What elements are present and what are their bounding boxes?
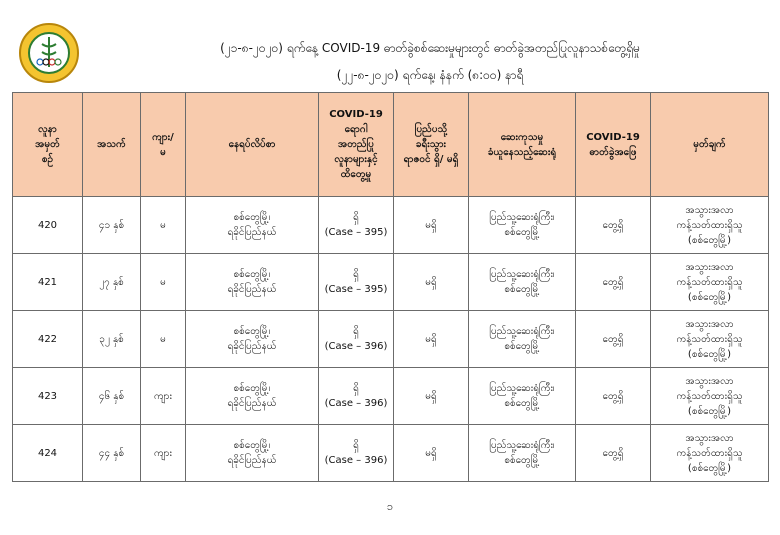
- remark-cell-line: ကန့်သတ်ထားရှိသူ: [676, 390, 743, 402]
- column-header-line: ဆေးကုသမှု: [500, 131, 544, 143]
- column-header-line: လူနာများနှင့်: [334, 154, 378, 165]
- contact-cell: [319, 425, 394, 482]
- test-result-cell: တွေ့ရှိ: [576, 425, 651, 482]
- table-row: [13, 197, 769, 254]
- remark-cell-line: (စစ်တွေမြို့): [687, 348, 732, 360]
- hospital-cell: [469, 311, 576, 368]
- column-header-line: မှတ်ချက်: [693, 139, 726, 150]
- hospital-cell: [469, 368, 576, 425]
- column-header: [141, 93, 186, 197]
- address-cell: [186, 368, 319, 425]
- address-cell-line: စစ်တွေမြို့၊: [233, 269, 271, 280]
- contact-cell-line: (Case – 395): [324, 284, 388, 295]
- hospital-cell-line: ပြည်သူ့ဆေးရုံကြီး၊: [489, 269, 555, 280]
- hospital-cell: [469, 425, 576, 482]
- age-cell: ၃၂ နှစ်: [83, 311, 141, 368]
- column-header-line: အသက်: [97, 139, 126, 150]
- contact-cell-line: (Case – 396): [324, 398, 388, 409]
- remark-cell-line: ကန့်သတ်ထားရှိသူ: [676, 219, 743, 231]
- column-header: [394, 93, 469, 197]
- address-cell: [186, 254, 319, 311]
- case-number-cell: 421: [13, 254, 83, 311]
- sex-cell: မ: [141, 254, 186, 311]
- contact-cell-line: ရှိ: [353, 212, 359, 223]
- contact-cell-line: (Case – 396): [324, 455, 388, 466]
- remark-cell: [651, 368, 769, 425]
- column-header-line: ရောဂါ: [344, 124, 368, 135]
- travel-history-cell: မရှိ: [394, 368, 469, 425]
- contact-cell-line: (Case – 395): [324, 227, 388, 238]
- case-number-cell: 420: [13, 197, 83, 254]
- hospital-cell-line: စစ်တွေမြို့: [504, 455, 540, 466]
- contact-cell-line: ရှိ: [353, 383, 359, 394]
- table-row: [13, 254, 769, 311]
- column-header-line: စဉ်: [41, 154, 54, 165]
- address-cell-line: စစ်တွေမြို့၊: [233, 326, 271, 337]
- case-number-cell: 422: [13, 311, 83, 368]
- address-cell-line: ရခိုင်ပြည်နယ်: [227, 398, 277, 409]
- table-row: [13, 368, 769, 425]
- contact-cell-line: ရှိ: [353, 440, 359, 451]
- column-header-line: COVID-19: [586, 131, 640, 143]
- travel-history-cell: မရှိ: [394, 425, 469, 482]
- contact-cell: [319, 197, 394, 254]
- table-row: [13, 311, 769, 368]
- remark-cell: [651, 197, 769, 254]
- hospital-cell-line: ပြည်သူ့ဆေးရုံကြီး၊: [489, 383, 555, 394]
- column-header-line: လူနာ: [38, 124, 57, 135]
- hospital-cell-line: စစ်တွေမြို့: [504, 341, 540, 352]
- column-header-line: မ: [160, 146, 166, 158]
- sex-cell: မ: [141, 197, 186, 254]
- test-result-cell: တွေ့ရှိ: [576, 254, 651, 311]
- remark-cell: [651, 425, 769, 482]
- column-header-line: အမှတ်: [35, 139, 60, 150]
- contact-cell: [319, 311, 394, 368]
- hospital-cell-line: ပြည်သူ့ဆေးရုံကြီး၊: [489, 212, 555, 223]
- column-header-line: ခရီးသွား: [415, 139, 447, 150]
- remark-cell-line: (စစ်တွေမြို့): [687, 405, 732, 417]
- column-header-line: ရာဇဝင် ရှိ/ မရှိ: [403, 154, 459, 165]
- travel-history-cell: မရှိ: [394, 311, 469, 368]
- column-header: [186, 93, 319, 197]
- table-row: [13, 425, 769, 482]
- remark-cell-line: (စစ်တွေမြို့): [687, 234, 732, 246]
- document-title: (၂၁-၈-၂၀၂၀) ရက်နေ့ COVID-19 ဓာတ်ခွဲစစ်ဆေးမှုများတွင် ဓာတ်ခွဲအတည်ပြုလူနာသစ်တွေ့ရှိမှု: [220, 41, 640, 55]
- column-header-line: ထိတွေ့မှု: [340, 169, 372, 180]
- remark-cell-line: ကန့်သတ်ထားရှိသူ: [676, 276, 743, 288]
- table-header-row: [13, 93, 769, 197]
- column-header: [651, 93, 769, 197]
- travel-history-cell: မရှိ: [394, 197, 469, 254]
- test-result-cell: တွေ့ရှိ: [576, 368, 651, 425]
- column-header: [469, 93, 576, 197]
- column-header-line: ပြည်ပသို့: [414, 124, 448, 135]
- address-cell-line: ရခိုင်ပြည်နယ်: [227, 227, 277, 238]
- remark-cell-line: အသွားအလာ: [685, 432, 734, 444]
- hospital-cell: [469, 254, 576, 311]
- remark-cell-line: ကန့်သတ်ထားရှိသူ: [676, 333, 743, 345]
- hospital-cell: [469, 197, 576, 254]
- travel-history-cell: မရှိ: [394, 254, 469, 311]
- document-subtitle: (၂၂-၈-၂၀၂၀) ရက်နေ့၊ နံနက် (၈:၀၀) နာရီ: [336, 68, 524, 82]
- column-header: [13, 93, 83, 197]
- column-header-line: နေရပ်လိပ်စာ: [228, 139, 276, 150]
- contact-cell: [319, 254, 394, 311]
- age-cell: ၂၇ နှစ်: [83, 254, 141, 311]
- address-cell: [186, 311, 319, 368]
- remark-cell-line: အသွားအလာ: [685, 204, 734, 216]
- age-cell: ၄၁ နှစ်: [83, 197, 141, 254]
- column-header: [576, 93, 651, 197]
- age-cell: ၄၄ နှစ်: [83, 425, 141, 482]
- sex-cell: ကျား: [141, 368, 186, 425]
- remark-cell-line: (စစ်တွေမြို့): [687, 462, 732, 474]
- ministry-logo: [18, 22, 80, 84]
- case-number-cell: 423: [13, 368, 83, 425]
- remark-cell-line: အသွားအလာ: [685, 261, 734, 273]
- table-body: [13, 197, 769, 482]
- address-cell-line: ရခိုင်ပြည်နယ်: [227, 341, 277, 352]
- address-cell-line: စစ်တွေမြို့၊: [233, 383, 271, 394]
- hospital-cell-line: စစ်တွေမြို့: [504, 284, 540, 295]
- address-cell: [186, 425, 319, 482]
- column-header: [319, 93, 394, 197]
- contact-cell-line: ရှိ: [353, 269, 359, 280]
- remark-cell: [651, 311, 769, 368]
- address-cell: [186, 197, 319, 254]
- hospital-cell-line: ပြည်သူ့ဆေးရုံကြီး၊: [489, 440, 555, 451]
- hospital-cell-line: စစ်တွေမြို့: [504, 227, 540, 238]
- contact-cell-line: (Case – 396): [324, 341, 388, 352]
- test-result-cell: တွေ့ရှိ: [576, 197, 651, 254]
- remark-cell-line: (စစ်တွေမြို့): [687, 291, 732, 303]
- remark-cell-line: အသွားအလာ: [685, 318, 734, 330]
- case-number-cell: 424: [13, 425, 83, 482]
- remark-cell-line: ကန့်သတ်ထားရှိသူ: [676, 447, 743, 459]
- remark-cell: [651, 254, 769, 311]
- address-cell-line: စစ်တွေမြို့၊: [233, 212, 271, 223]
- address-cell-line: ရခိုင်ပြည်နယ်: [227, 284, 277, 295]
- remark-cell-line: အသွားအလာ: [685, 375, 734, 387]
- address-cell-line: စစ်တွေမြို့၊: [233, 440, 271, 451]
- column-header-line: COVID-19: [329, 109, 383, 120]
- column-header-line: ခံယူနေသည့်ဆေးရုံ: [487, 146, 557, 158]
- column-header: [83, 93, 141, 197]
- column-header-line: အတည်ပြု: [338, 139, 374, 150]
- cases-table: [12, 92, 769, 482]
- page-number: ၁: [386, 500, 394, 513]
- test-result-cell: တွေ့ရှိ: [576, 311, 651, 368]
- hospital-cell-line: ပြည်သူ့ဆေးရုံကြီး၊: [489, 326, 555, 337]
- address-cell-line: ရခိုင်ပြည်နယ်: [227, 455, 277, 466]
- sex-cell: ကျား: [141, 425, 186, 482]
- contact-cell: [319, 368, 394, 425]
- contact-cell-line: ရှိ: [353, 326, 359, 337]
- column-header-line: ဓာတ်ခွဲအဖြေ: [589, 146, 637, 158]
- column-header-line: ကျား/: [152, 131, 174, 143]
- age-cell: ၄၆ နှစ်: [83, 368, 141, 425]
- hospital-cell-line: စစ်တွေမြို့: [504, 398, 540, 409]
- sex-cell: မ: [141, 311, 186, 368]
